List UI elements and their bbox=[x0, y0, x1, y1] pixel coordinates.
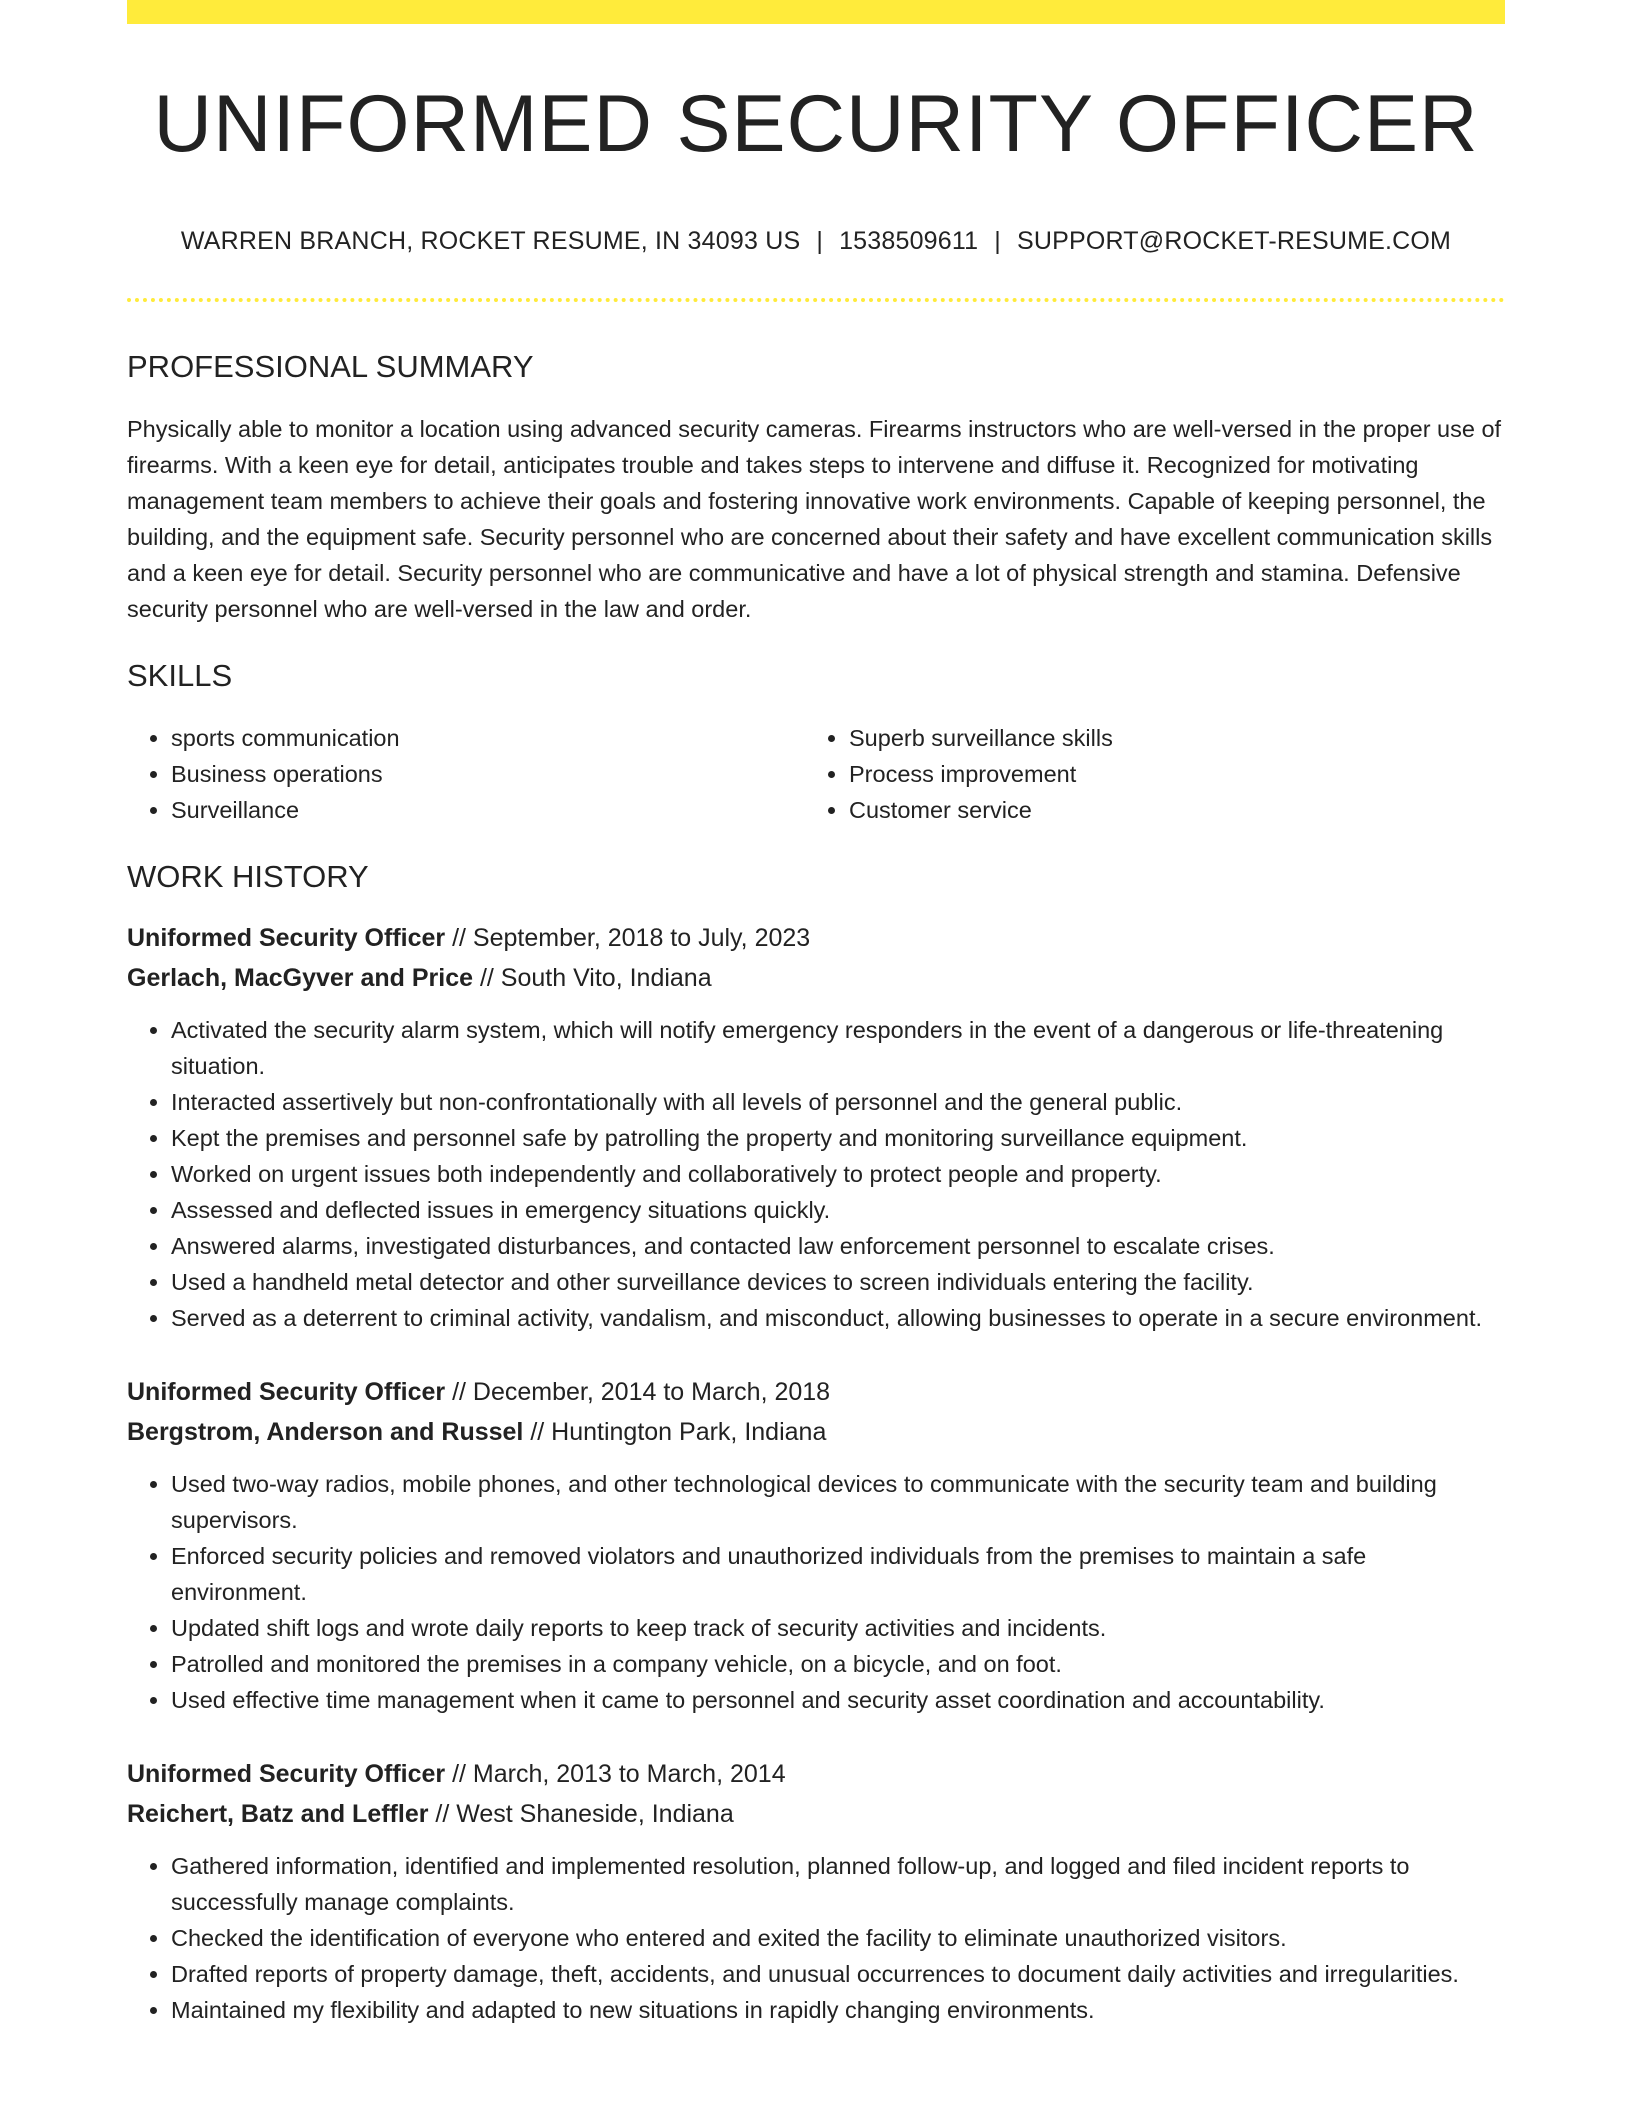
job-bullet: • Answered alarms, investigated disturbances, and contacted law enforcement personnel to escalate crises. bbox=[171, 1228, 1505, 1264]
job-title-line bbox=[127, 1754, 1505, 1794]
job-dates: // March, 2013 to March, 2014 bbox=[445, 1759, 786, 1788]
job-bullet: • Gathered information, identified and implemented resolution, planned follow-up, and logged and filed incident reports to successfully manage complaints. bbox=[171, 1848, 1505, 1920]
job-dates: // September, 2018 to July, 2023 bbox=[445, 923, 811, 952]
job-bullet: • Assessed and deflected issues in emergency situations quickly. bbox=[171, 1192, 1505, 1228]
job-company-line bbox=[127, 958, 1505, 998]
job-bullets bbox=[127, 1012, 1505, 1336]
skill-item: • Customer service bbox=[849, 792, 1485, 828]
job-title-line bbox=[127, 1372, 1505, 1412]
contact-separator: | bbox=[994, 227, 1001, 256]
job-company-line bbox=[127, 1412, 1505, 1452]
job-bullet: • Maintained my flexibility and adapted to new situations in rapidly changing environments. bbox=[171, 1992, 1505, 2028]
job-bullet: • Used effective time management when it came to personnel and security asset coordination and accountability. bbox=[171, 1682, 1505, 1718]
job-bullet: • Used two-way radios, mobile phones, and other technological devices to communicate with the security team and building supervisors. bbox=[171, 1466, 1505, 1538]
contact-address: WARREN BRANCH, ROCKET RESUME, IN 34093 US bbox=[180, 227, 801, 256]
job-company: Reichert, Batz and Leffler bbox=[127, 1799, 429, 1828]
summary-heading: PROFESSIONAL SUMMARY bbox=[127, 349, 534, 385]
contact-email: SUPPORT@ROCKET-RESUME.COM bbox=[1016, 227, 1452, 256]
job-bullet: • Worked on urgent issues both independently and collaboratively to protect people and property. bbox=[171, 1156, 1505, 1192]
skills-column-right bbox=[806, 720, 1485, 828]
job-title-line bbox=[127, 918, 1505, 958]
contact-separator: | bbox=[816, 227, 824, 256]
job-bullet: • Kept the premises and personnel safe by patrolling the property and monitoring surveillance equipment. bbox=[171, 1120, 1505, 1156]
skill-item: • Process improvement bbox=[849, 756, 1485, 792]
job-bullet: • Used a handheld metal detector and other surveillance devices to screen individuals entering the facility. bbox=[171, 1264, 1505, 1300]
job-bullet: • Activated the security alarm system, which will notify emergency responders in the event of a dangerous or life-threatening situation. bbox=[171, 1012, 1505, 1084]
job-position: Uniformed Security Officer bbox=[127, 1377, 446, 1406]
skill-item: • Surveillance bbox=[171, 792, 806, 828]
skill-item: • sports communication bbox=[171, 720, 806, 756]
contact-phone: 1538509611 bbox=[839, 227, 979, 256]
job-bullet: • Served as a deterrent to criminal activity, vandalism, and misconduct, allowing businesses to operate in a secure environment. bbox=[171, 1300, 1505, 1336]
resume-page bbox=[127, 0, 1505, 2028]
dotted-divider bbox=[127, 298, 1505, 302]
job-bullet: • Interacted assertively but non-confrontationally with all levels of personnel and the general public. bbox=[171, 1084, 1505, 1120]
work-history-heading: WORK HISTORY bbox=[127, 859, 369, 895]
skills-list bbox=[127, 720, 1505, 828]
skill-item: • Business operations bbox=[171, 756, 806, 792]
job-bullets bbox=[127, 1848, 1505, 2028]
job-bullet: • Enforced security policies and removed violators and unauthorized individuals from the premises to maintain a safe environment. bbox=[171, 1538, 1505, 1610]
job-position: Uniformed Security Officer bbox=[127, 923, 446, 952]
job-entry bbox=[127, 1754, 1505, 2028]
job-position: Uniformed Security Officer bbox=[127, 1759, 446, 1788]
skills-heading: SKILLS bbox=[127, 658, 233, 694]
job-location: // South Vito, Indiana bbox=[473, 963, 712, 992]
job-bullet: • Checked the identification of everyone who entered and exited the facility to eliminate unauthorized visitors. bbox=[171, 1920, 1505, 1956]
summary-text: Physically able to monitor a location using advanced security cameras. Firearms instructors who are well-versed in the proper use of firearms. With a keen eye for detail, anticipates trouble and takes steps to intervene and diffuse it. Recognized for motivating management team members to achieve their goals and fostering innovative work environments. Capable of keeping personnel, the building, and the equipment safe. Security personnel who are concerned about their safety and have excellent communication skills and a keen eye for detail. Security personnel who are communicative and have a lot of physical strength and stamina. Defensive security personnel who are well-versed in the law and order. bbox=[127, 416, 1502, 623]
job-entry bbox=[127, 918, 1505, 1336]
job-location: // Huntington Park, Indiana bbox=[523, 1417, 827, 1446]
contact-line bbox=[127, 227, 1505, 256]
job-bullet: • Patrolled and monitored the premises in a company vehicle, on a bicycle, and on foot. bbox=[171, 1646, 1505, 1682]
skills-column-left bbox=[127, 720, 806, 828]
job-bullet: • Drafted reports of property damage, theft, accidents, and unusual occurrences to document daily activities and irregularities. bbox=[171, 1956, 1505, 1992]
accent-top-bar bbox=[127, 0, 1505, 24]
job-bullets bbox=[127, 1466, 1505, 1718]
job-bullet: • Updated shift logs and wrote daily reports to keep track of security activities and incidents. bbox=[171, 1610, 1505, 1646]
job-location: // West Shaneside, Indiana bbox=[428, 1799, 734, 1828]
job-dates: // December, 2014 to March, 2018 bbox=[445, 1377, 831, 1406]
job-entry bbox=[127, 1372, 1505, 1718]
job-company: Bergstrom, Anderson and Russel bbox=[127, 1417, 524, 1446]
resume-name-heading: UNIFORMED SECURITY OFFICER bbox=[153, 79, 1479, 169]
skill-item: • Superb surveillance skills bbox=[849, 720, 1485, 756]
job-company-line bbox=[127, 1794, 1505, 1834]
job-company: Gerlach, MacGyver and Price bbox=[127, 963, 474, 992]
